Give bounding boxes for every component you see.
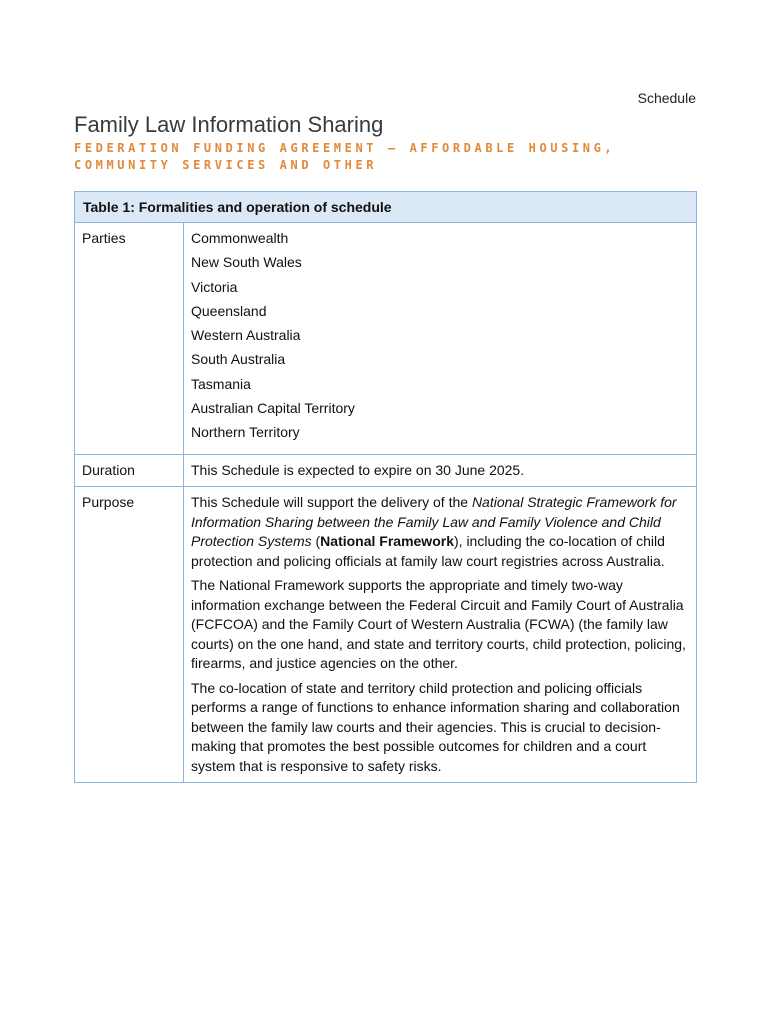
page-title: Family Law Information Sharing (74, 112, 384, 137)
purpose-paragraph-2: The National Framework supports the appropriate and timely two-way information exchange between the Federal Circuit and Family Court of Australia (FCFCOA) and the Family Court of Western Australia (FCWA) (the family law courts) on the one hand, and state and territory courts, child protection, policing, firearms, and justice agencies on the other. (191, 577, 686, 672)
purpose-paragraph-3: The co-location of state and territory child protection and policing officials performs a range of functions to enhance information sharing and collaboration between the family law courts and their agencies. This is crucial to decision-making that promotes the best possible outcomes for children and a court system that is responsive to safety risks. (191, 679, 680, 774)
table-row-purpose (75, 487, 697, 783)
framework-title: National Strategic Framework for Information Sharing between the Family Law and Family Violence and Child Protection Systems (191, 494, 677, 550)
table-row-duration (75, 454, 697, 487)
party-item: Tasmania (191, 375, 251, 392)
purpose-label: Purpose (75, 487, 184, 783)
table-caption: Table 1: Formalities and operation of schedule (75, 192, 697, 223)
table-header-row (75, 192, 697, 223)
page-subtitle: FEDERATION FUNDING AGREEMENT – AFFORDABLE HOUSING, COMMUNITY SERVICES AND OTHER (74, 141, 616, 172)
purpose-p1-rest: ), including the co-location of child protection and policing officials at family law court registries across Australia. (191, 533, 665, 569)
party-item: Victoria (191, 278, 238, 295)
purpose-p1-open: ( (311, 533, 321, 550)
party-item: New South Wales (191, 254, 302, 271)
duration-value: This Schedule is expected to expire on 30 June 2025. (184, 454, 697, 487)
table-row-parties (75, 223, 697, 455)
party-item: Western Australia (191, 327, 301, 344)
purpose-paragraph-1 (191, 493, 689, 571)
party-item: Commonwealth (191, 230, 289, 246)
purpose-text (184, 487, 697, 783)
party-item: Australian Capital Territory (191, 400, 355, 417)
party-item: Northern Territory (191, 424, 300, 441)
duration-label: Duration (75, 454, 184, 487)
framework-short-name: National Framework (320, 533, 454, 550)
party-item: South Australia (191, 351, 286, 368)
purpose-p1-intro: This Schedule will support the delivery of the (191, 494, 472, 511)
parties-list (184, 223, 697, 455)
schedule-label: Schedule (637, 90, 696, 106)
party-item: Queensland (191, 302, 267, 319)
parties-label: Parties (75, 223, 184, 455)
formalities-table (74, 191, 697, 783)
